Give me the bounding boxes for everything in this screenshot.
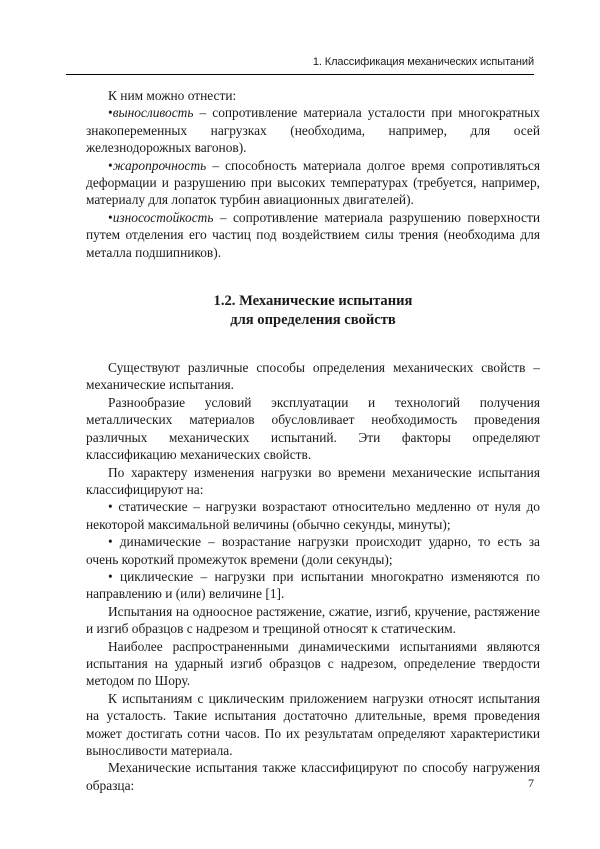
running-header (66, 52, 534, 75)
section-heading-line1: 1.2. Механические испытания (213, 293, 413, 310)
bullet-mark: • (108, 105, 113, 121)
list-item-dynamic: • динамические – возрастание нагрузки происходит ударно, то есть за очень короткий промежуток времени (доли секунды); (86, 534, 540, 567)
bullet-term: выносливость (112, 105, 194, 121)
paragraph: Механические испытания также классифицируют по способу нагружения образца: (86, 760, 540, 793)
bullet-item-heat-resistance (86, 157, 540, 209)
intro-lead: К ним можно отнести: (108, 88, 237, 103)
bullet-term: износостойкость (112, 209, 214, 225)
paragraph: К испытаниям с циклическим приложением нагрузки относят испытания на усталость. Такие испытания достаточно длительные, время проведения может достигать сотни часов. По их результатам определяют характеристики выносливости материала. (86, 690, 540, 758)
bullet-mark: • (108, 209, 113, 225)
bullet-item-endurance (86, 104, 540, 156)
page-body (86, 87, 540, 794)
paragraph: По характеру изменения нагрузки во времени механические испытания классифицируют на: (86, 464, 540, 497)
list-item-static: • статические – нагрузки возрастают относительно медленно от нуля до некоторой максимальной величины (обычно секунды, минуты); (86, 499, 540, 532)
list-item-cyclic: • циклические – нагрузки при испытании многократно изменяются по направлению и (или) величине [1]. (86, 568, 540, 602)
paragraph: Существуют различные способы определения механических свойств – механические испытания. (86, 360, 540, 393)
page-number: 7 (528, 776, 534, 790)
bullet-mark: • (108, 157, 113, 173)
bullet-text: – способность материала долгое время сопротивляться деформации и разрушению при высоких температурах (требуется, например, материалу для лопаток турбин авиационных двигателей). (86, 157, 540, 208)
section-heading-line2: для определения свойств (230, 312, 396, 329)
running-title: 1. Классификация механических испытаний (312, 56, 534, 68)
paragraph: Разнообразие условий эксплуатации и технологий получения металлических материалов обусловливает необходимость проведения различных механических испытаний. Эти факторы определяют классификацию механических свойств. (86, 394, 540, 463)
bullet-item-wear-resistance (86, 209, 540, 261)
paragraph: Наиболее распространенными динамическими испытаниями являются испытания на ударный изгиб образцов с надрезом, определение твердости методом по Шору. (86, 638, 540, 689)
paragraph: Испытания на одноосное растяжение, сжатие, изгиб, кручение, растяжение и изгиб образцов с надрезом и трещиной относят к статическим. (86, 603, 540, 637)
section-heading (86, 292, 540, 330)
bullet-text: – сопротивление материала усталости при многократных знакопеременных нагрузках (необходима, например, для осей железнодорожных вагонов). (86, 105, 540, 156)
bullet-term: жаропрочность (112, 157, 207, 173)
bullet-text: – сопротивление материала разрушению поверхности путем отделения его частиц под воздействием силы трения (необходима для металла подшипников). (86, 209, 540, 260)
